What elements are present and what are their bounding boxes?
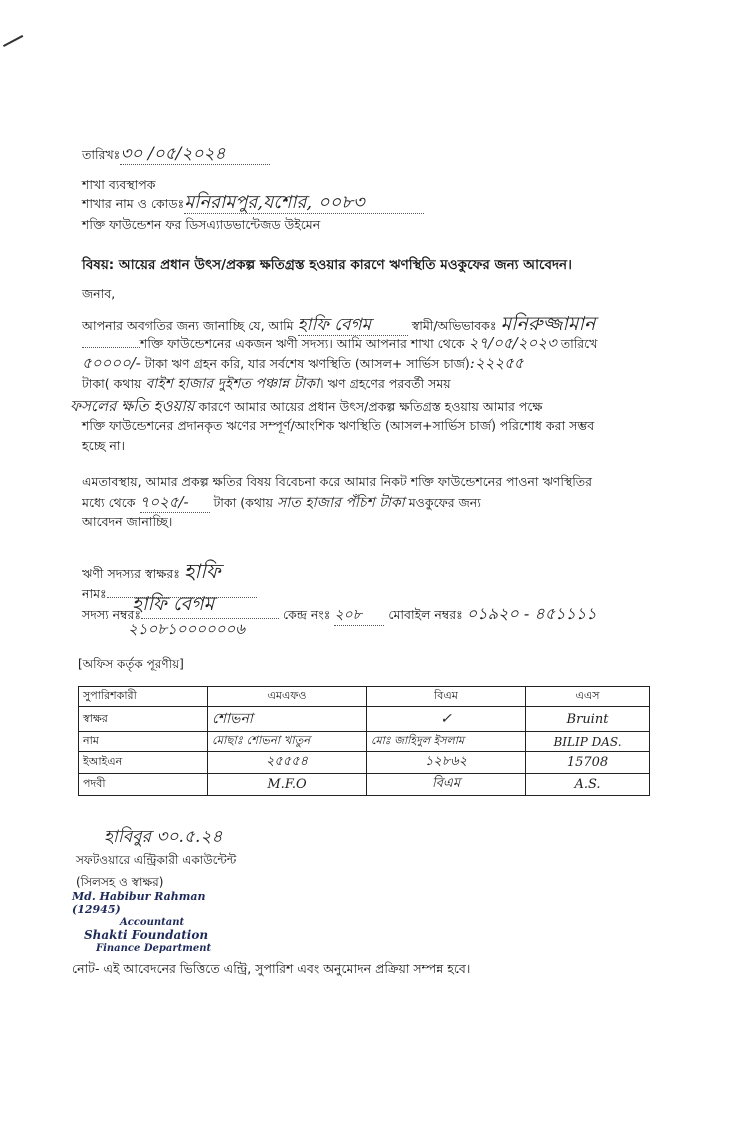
waiver-amount-filled: ৭০২৫/-	[140, 492, 210, 513]
para2-text: টাকা (কথায়	[213, 495, 273, 510]
para2-line1: এমতাবস্থায়, আমার প্রকল্প ক্ষতির বিষয় বিবেচনা করে আমার নিকট শক্তি ফাউন্ডেশনের পাওনা ঋণস্থিতির	[82, 474, 593, 489]
subject: বিষয়: আয়ের প্রধান উৎস/প্রকল্প ক্ষতিগ্রস্ত হওয়ার কারণে ঋণস্থিতি মওকুফের জন্য আবেদন।	[82, 257, 572, 273]
row-label: ইআইএন	[79, 752, 208, 774]
date-label: তারিখঃ	[82, 147, 121, 162]
branch-label: শাখার নাম ও কোডঃ	[82, 196, 185, 211]
mobile-label: মোবাইল নম্বরঃ	[388, 607, 463, 622]
para1-text: টাকা( কথায়	[82, 376, 142, 391]
guardian-name-filled: মনিরুজ্জামান	[500, 313, 596, 335]
branch-value: মনিরামপুর,যশোর, ০০৮৩	[184, 193, 424, 214]
para1-line3	[82, 353, 742, 374]
seal-name: Md. Habibur Rahman (12945)	[72, 890, 206, 916]
table-row	[79, 707, 650, 732]
bm-cell: বিএম	[367, 774, 526, 796]
mobile-value: ০১৯২০ - ৪৫১১১১	[466, 604, 597, 623]
table-header: বিএম	[367, 687, 526, 707]
addressee: শাখা ব্যবস্থাপক	[82, 177, 156, 192]
para1-line6: শক্তি ফাউন্ডেশনের প্রদানকৃত ঋণের সম্পূর্ণ/আংশিক ঋণস্থিতি (আসল+সার্ভিস চার্জ) পরিশোধ করা সম্ভব	[82, 418, 595, 433]
seal-role: Accountant	[120, 917, 185, 928]
para1-line2	[82, 333, 742, 354]
center-value: ২০৮	[334, 605, 384, 626]
member-id-value: ২১০৮১০০০০০০৬	[128, 620, 245, 638]
table-header-row	[79, 687, 650, 707]
table-header: এএস	[526, 687, 650, 707]
date-value: ৩০ /০৫/২০২৪	[120, 144, 270, 165]
blank	[82, 347, 140, 348]
para2-line3: আবেদন জানাচ্ছি।	[82, 514, 173, 529]
accountant-note: (সিলসহ ও স্বাক্ষর)	[76, 875, 164, 889]
row-label: নাম	[79, 732, 208, 752]
member-name-filled: হাফি বেগম	[298, 315, 408, 336]
table-header: সুপারিশকারী	[79, 687, 208, 707]
waiver-words-filled: সাত হাজার পঁচিশ টাকা	[276, 495, 405, 511]
as-cell: 15708	[526, 752, 650, 774]
cause-filled: ফসলের ক্ষতি হওয়ায়	[70, 397, 195, 415]
center-label: কেন্দ্র নংঃ	[283, 607, 331, 622]
loan-date-filled: ২৭/০৫/২০২৩	[468, 334, 557, 352]
pen-mark	[3, 35, 23, 47]
bm-cell: ✓	[367, 707, 526, 732]
member-signature: হাফি	[183, 559, 221, 583]
para1-text: কারণে আমার আয়ের প্রধান উৎস/প্রকল্প ক্ষতিগ্রস্ত হওয়ায় আমার পক্ষে	[198, 399, 543, 414]
bm-cell: মোঃ জাহিদুল ইসলাম	[367, 732, 526, 752]
row-label: পদবী	[79, 774, 208, 796]
accountant-seal	[72, 890, 242, 955]
member-sign-label: ঋণী সদস্যর স্বাক্ষরঃ	[82, 566, 180, 581]
para1-guardian-label: স্বামী/অভিভাবকঃ	[411, 318, 497, 333]
para1-text: আপনার অবগতির জন্য জানাচ্ছি যে, আমি	[82, 318, 294, 333]
bm-cell: ১২৮৬২	[367, 752, 526, 774]
as-cell: Bruint	[526, 707, 650, 732]
as-cell: BILIP DAS.	[526, 732, 650, 752]
approval-table	[78, 686, 650, 796]
para1-text: । ঋণ গ্রহণের পরবর্তী সময়	[319, 376, 451, 391]
para1-text: তারিখে	[560, 336, 598, 351]
branch-line	[82, 193, 424, 214]
para2-text: মওকুফের জন্য	[408, 495, 481, 510]
balance-filled: :২২২৫৫	[469, 354, 524, 372]
member-signature-line	[82, 561, 221, 584]
table-row	[79, 732, 650, 752]
member-id-label: সদস্য নম্বরঃ	[82, 607, 142, 622]
loan-amount-filled: ৫০০০০/-	[82, 354, 141, 372]
row-label: স্বাক্ষর	[79, 707, 208, 732]
member-name-value: হাফি বেগম	[132, 593, 215, 615]
mfo-cell: মোছাঃ শোভনা খাতুন	[208, 732, 367, 752]
table-header: এমএফও	[208, 687, 367, 707]
mfo-cell: শোভনা	[208, 707, 367, 732]
balance-words-filled: বাইশ হাজার দুইশত পঞ্চান্ন টাকা	[145, 376, 320, 392]
table-row	[79, 752, 650, 774]
mfo-cell: M.F.O	[208, 774, 367, 796]
org-line: শক্তি ফাউন্ডেশন ফর ডিসএ্যাডভান্টেজড উইমেন	[82, 217, 321, 232]
para1-line4	[82, 374, 742, 394]
para1-text: টাকা ঋণ গ্রহন করি, যার সর্বশেষ ঋণস্থিতি (আসল+ সার্ভিস চার্জ)	[144, 356, 470, 371]
table-row	[79, 774, 650, 796]
seal-org: Shakti Foundation	[84, 928, 209, 942]
salutation: জনাব,	[82, 286, 116, 301]
para1-line5	[70, 396, 740, 417]
as-cell: A.S.	[526, 774, 650, 796]
member-name-label: নামঃ	[82, 586, 107, 601]
accountant-signature: হাবিবুর ৩০.৫.২৪	[104, 827, 223, 847]
para2-text: মধ্যে থেকে	[82, 495, 136, 510]
mfo-cell: ২৫৫৫৪	[208, 752, 367, 774]
accountant-title: সফটওয়ারে এন্ট্রিকারী একাউন্টেন্ট	[76, 853, 237, 867]
para2-line2	[82, 492, 742, 513]
date-line	[82, 144, 270, 165]
para1-line7: হচ্ছে না।	[82, 438, 125, 453]
para1-text: শক্তি ফাউন্ডেশনের একজন ঋণী সদস্য। আমি আপনার শাখা থেকে	[140, 336, 465, 351]
office-note: [অফিস কর্তৃক পূরণীয়]	[78, 657, 184, 671]
footer-note: নোট- এই আবেদনের ভিত্তিতে এন্ট্রি, সুপারিশ এবং অনুমোদন প্রক্রিয়া সম্পন্ন হবে।	[72, 961, 471, 976]
seal-dept: Finance Department	[96, 943, 212, 954]
